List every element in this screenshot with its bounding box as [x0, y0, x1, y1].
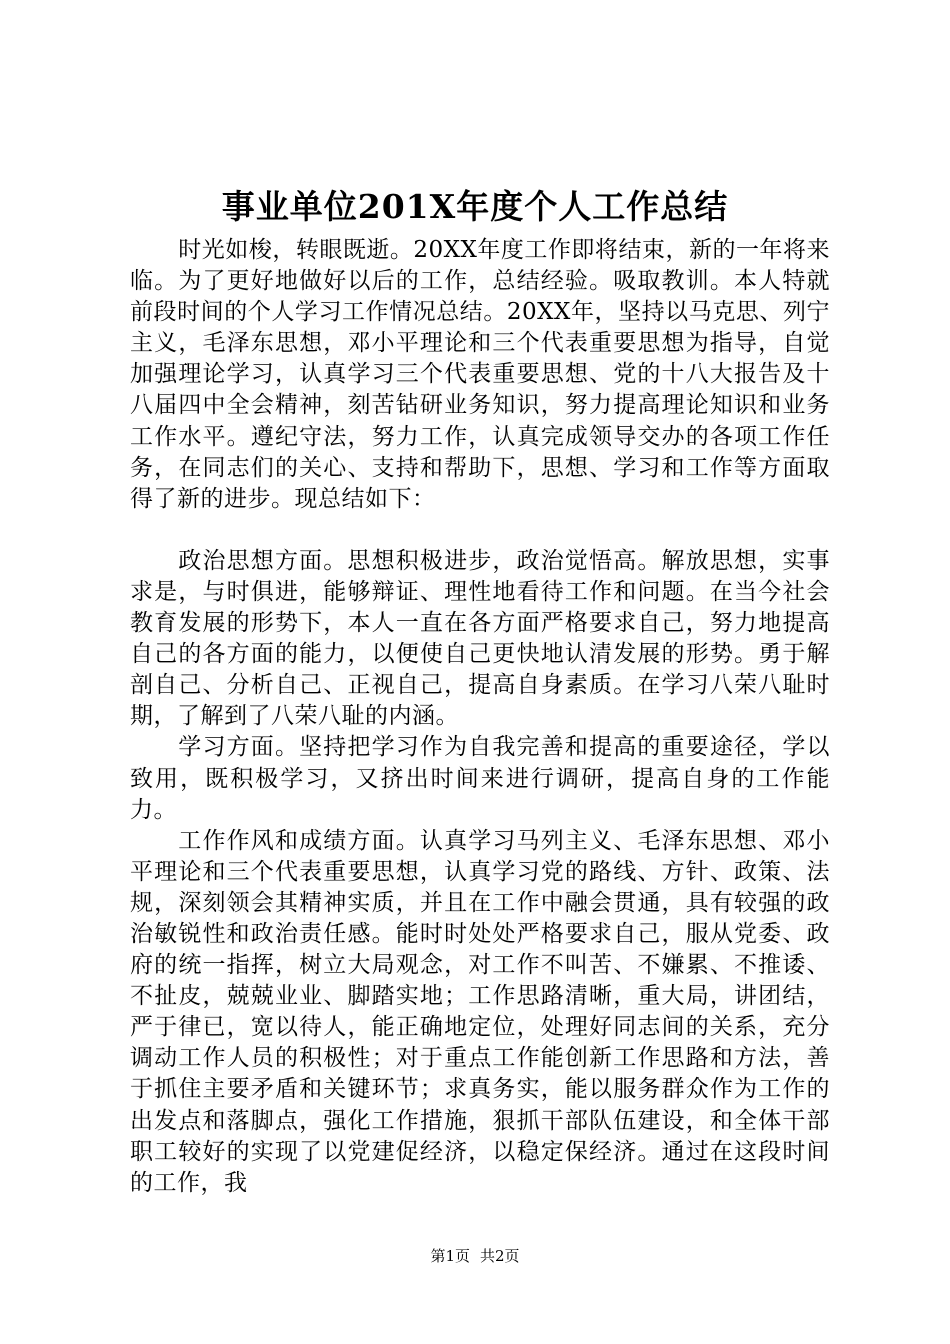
- page-number-current: 第1页: [430, 1247, 470, 1265]
- paragraph-intro: 时光如梭，转眼既逝。20XX年度工作即将结束，新的一年将来临。为了更好地做好以后的工作，总结经验。吸取教训。本人特就前段时间的个人学习工作情况总结。20XX年，坚持以马克思、列宁主义，毛泽东思想，邓小平理论和三个代表重要思想为指导，自觉加强理论学习，认真学习三个代表重要思想、党的十八大报告及十八届四中全会精神，刻苦钻研业务知识，努力提高理论知识和业务工作水平。遵纪守法，努力工作，认真完成领导交办的各项工作任务，在同志们的关心、支持和帮助下，思想、学习和工作等方面取得了新的进步。现总结如下：: [130, 237, 830, 512]
- document-title: 事业单位201X年度个人工作总结: [221, 187, 729, 226]
- document-body: [130, 235, 830, 1199]
- page-number-total: 共2页: [480, 1247, 520, 1265]
- paragraph-political: 政治思想方面。思想积极进步，政治觉悟高。解放思想，实事求是，与时俱进，能够辩证、理性地看待工作和问题。在当今社会教育发展的形势下，本人一直在各方面严格要求自己，努力地提高自己的各方面的能力，以便使自己更快地认清发展的形势。勇于解剖自己、分析自己、正视自己，提高自身素质。在学习八荣八耻时期，了解到了八荣八耻的内涵。: [130, 547, 830, 730]
- paragraph-work-style: 工作作风和成绩方面。认真学习马列主义、毛泽东思想、邓小平理论和三个代表重要思想，认真学习党的路线、方针、政策、法规，深刻领会其精神实质，并且在工作中融会贯通，具有较强的政治敏锐性和政治责任感。能时时处处严格要求自己，服从党委、政府的统一指挥，树立大局观念，对工作不叫苦、不嫌累、不推诿、不扯皮，兢兢业业、脚踏实地；工作思路清晰，重大局，讲团结，严于律已，宽以待人，能正确地定位，处理好同志间的关系，充分调动工作人员的积极性；对于重点工作能创新工作思路和方法，善于抓住主要矛盾和关键环节；求真务实，能以服务群众作为工作的出发点和落脚点，强化工作措施，狠抓干部队伍建设，和全体干部职工较好的实现了以党建促经济，以稳定保经济。通过在这段时间的工作，我: [130, 827, 830, 1196]
- page-footer: [0, 1246, 950, 1266]
- paragraph-study: 学习方面。坚持把学习作为自我完善和提高的重要途径，学以致用，既积极学习，又挤出时间来进行调研，提高自身的工作能力。: [130, 734, 830, 823]
